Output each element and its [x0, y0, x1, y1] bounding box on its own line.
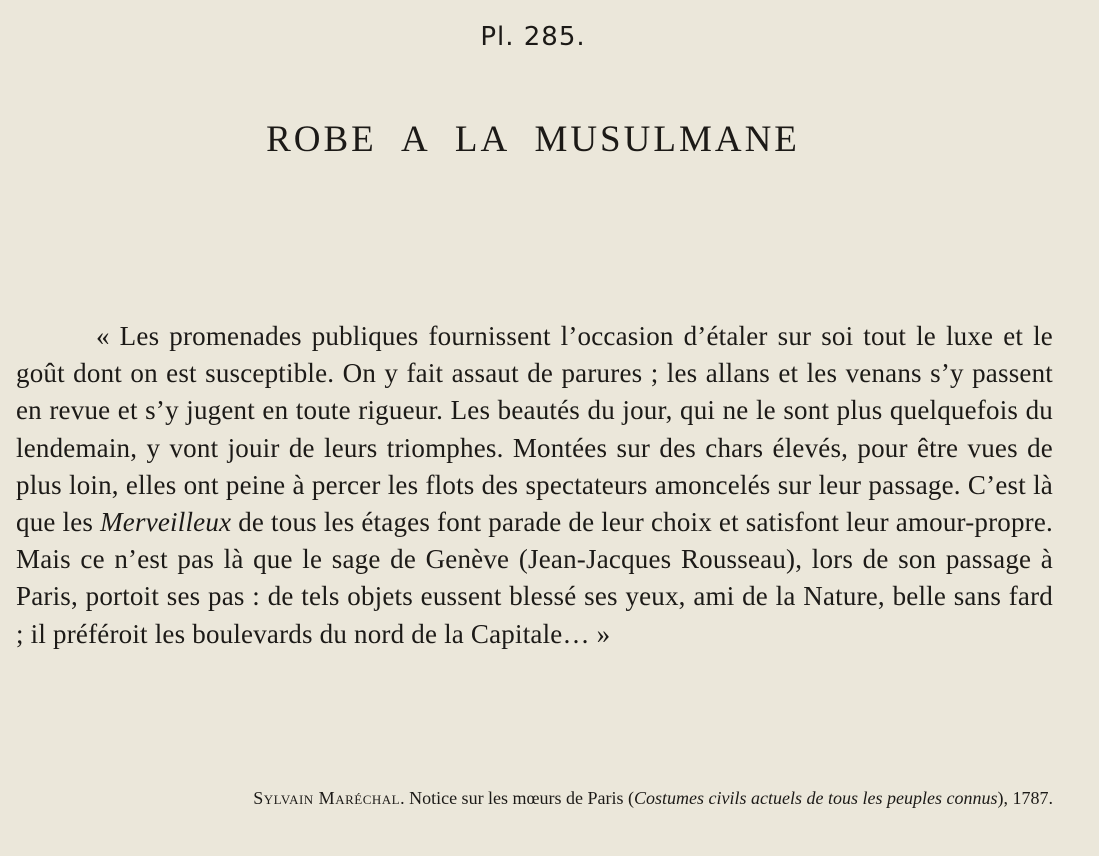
quote-paragraph [16, 318, 1053, 653]
quote-text-part-2: de tous les étages font parade de leur choix et satisfont leur amour-propre. Mais ce n’est pas là que le sage de Genève (Jean-Jacques Rousseau), lors de son passage à Paris, portoit ses pas : de tels objets eussent blessé ses yeux, ami de la Nature, belle sans fard ; il préféroit les boulevards du nord de la Capitale… » [16, 507, 1054, 649]
quote-emphasis: Merveilleux [100, 507, 232, 538]
attribution-work-title: Costumes civils actuels de tous les peuples connus [634, 788, 998, 808]
attribution-line [0, 786, 1053, 810]
attribution-author: Sylvain Maréchal [253, 788, 401, 808]
attribution-text: . Notice sur les mœurs de Paris ( [400, 788, 635, 808]
attribution-year: ), 1787. [997, 788, 1053, 808]
plate-number: Pl. 285. [480, 22, 586, 52]
quote-text-part-1: « Les promenades publiques fournissent l’occasion d’étaler sur soi tout le luxe et le goût dont on est susceptible. On y fait assaut de parures ; les allans et les venans s’y passent en revue et s’y jugent en toute rigueur. Les beautés du jour, qui ne le sont plus quelquefois du lendemain, y vont jouir de leurs triomphes. Montées sur des chars élevés, pour être vues de plus loin, elles ont peine à percer les flots des spectateurs amoncelés sur leur passage. C’est là que les [16, 321, 1053, 538]
page-title: ROBE A LA MUSULMANE [266, 119, 800, 160]
